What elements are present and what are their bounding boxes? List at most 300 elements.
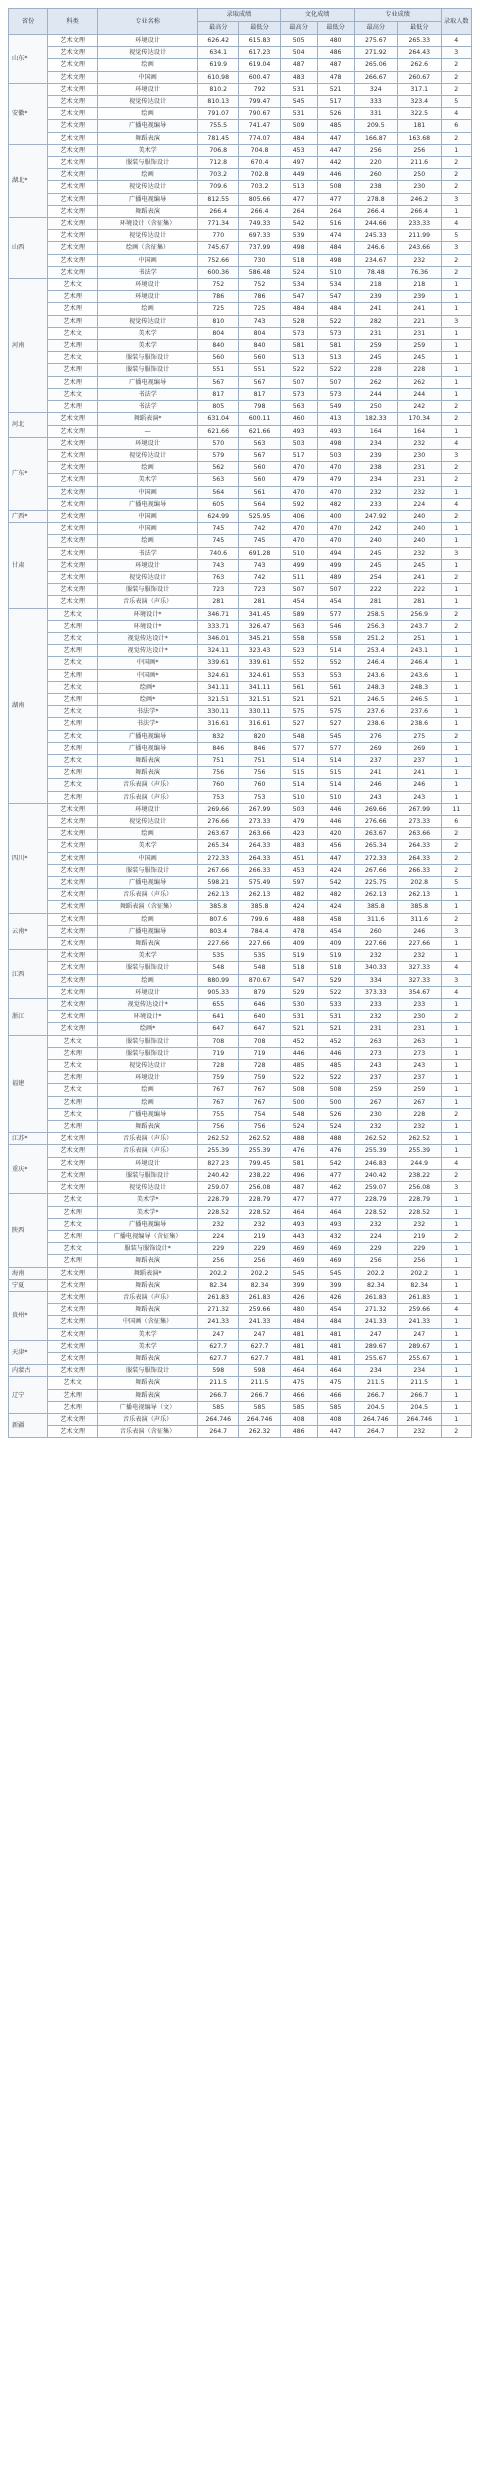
professional-min-cell: 246.2 [398,193,441,205]
professional-max-cell: 233 [354,498,397,510]
category-cell: 艺术文理 [48,999,98,1011]
professional-max-cell: 245 [354,559,397,571]
table-row [9,1133,472,1145]
professional-max-cell: 275.67 [354,35,397,47]
count-cell: 4 [441,986,472,998]
culture-max-cell: 513 [280,352,317,364]
professional-min-cell: 317.1 [398,83,441,95]
culture-min-cell: 481 [317,1328,354,1340]
major-cell: 视觉传达设计 [98,181,198,193]
table-row [9,340,472,352]
table-row [9,169,472,181]
table-row [9,1401,472,1413]
culture-max-cell: 488 [280,1133,317,1145]
culture-min-cell: 432 [317,1230,354,1242]
admission-max-cell: 723 [198,584,239,596]
major-cell: 广播电视编导 [98,1108,198,1120]
count-cell: 1 [441,1316,472,1328]
culture-max-cell: 531 [280,83,317,95]
culture-min-cell: 446 [317,1047,354,1059]
major-cell: 视觉传达设计* [98,632,198,644]
admission-max-cell: 745 [198,523,239,535]
header-max: 最高分 [198,22,239,35]
admission-min-cell: 754 [239,1108,280,1120]
professional-max-cell: 276.66 [354,816,397,828]
category-cell: 艺术理 [48,1072,98,1084]
category-cell: 艺术文理 [48,144,98,156]
count-cell: 1 [441,779,472,791]
professional-min-cell: 263.66 [398,828,441,840]
admission-max-cell: 905.33 [198,986,239,998]
admission-min-cell: 767 [239,1096,280,1108]
professional-min-cell: 237.6 [398,706,441,718]
major-cell: 广播电视编导 [98,498,198,510]
professional-max-cell: 166.87 [354,132,397,144]
professional-max-cell: 231 [354,327,397,339]
table-row [9,632,472,644]
culture-max-cell: 534 [280,279,317,291]
major-cell: 中国画 [98,523,198,535]
admission-max-cell: 333.71 [198,620,239,632]
count-cell: 1 [441,693,472,705]
admission-max-cell: 605 [198,498,239,510]
professional-min-cell: 228.79 [398,1194,441,1206]
culture-max-cell: 424 [280,901,317,913]
table-row [9,950,472,962]
category-cell: 艺术文理 [48,169,98,181]
count-cell: 1 [441,1023,472,1035]
category-cell: 艺术文理 [48,486,98,498]
admission-max-cell: 812.55 [198,193,239,205]
culture-min-cell: 545 [317,730,354,742]
culture-min-cell: 561 [317,681,354,693]
count-cell: 2 [441,1169,472,1181]
professional-min-cell: 244.9 [398,1157,441,1169]
culture-min-cell: 513 [317,352,354,364]
professional-min-cell: 259 [398,340,441,352]
table-row [9,1218,472,1230]
major-cell: 音乐表演（声乐） [98,1145,198,1157]
culture-min-cell: 484 [317,242,354,254]
admission-max-cell: 551 [198,364,239,376]
culture-max-cell: 507 [280,376,317,388]
professional-max-cell: 246 [354,779,397,791]
admission-max-cell: 752.66 [198,254,239,266]
admission-max-cell: 324.61 [198,669,239,681]
culture-min-cell: 482 [317,889,354,901]
culture-max-cell: 464 [280,1206,317,1218]
major-cell: 视觉传达设计 [98,571,198,583]
category-cell: 艺术文理 [48,132,98,144]
admission-min-cell: 551 [239,364,280,376]
header-max: 最高分 [280,22,317,35]
admission-min-cell: 759 [239,1072,280,1084]
professional-min-cell: 267 [398,1096,441,1108]
table-row [9,279,472,291]
admission-max-cell: 770 [198,230,239,242]
category-cell: 艺术文理 [48,242,98,254]
category-cell: 艺术文理 [48,584,98,596]
count-cell: 5 [441,877,472,889]
count-cell: 1 [441,291,472,303]
professional-max-cell: 209.5 [354,120,397,132]
admission-min-cell: 790.67 [239,108,280,120]
major-cell: 环境设计 [98,1072,198,1084]
culture-max-cell: 505 [280,35,317,47]
professional-min-cell: 311.6 [398,913,441,925]
culture-max-cell: 597 [280,877,317,889]
table-row [9,144,472,156]
professional-min-cell: 323.4 [398,96,441,108]
admission-min-cell: 281 [239,596,280,608]
count-cell: 6 [441,816,472,828]
culture-min-cell: 498 [317,437,354,449]
admission-min-cell: 615.83 [239,35,280,47]
professional-max-cell: 247.92 [354,510,397,522]
professional-min-cell: 281 [398,596,441,608]
admission-min-cell: 745 [239,535,280,547]
professional-max-cell: 247 [354,1328,397,1340]
admission-max-cell: 82.34 [198,1279,239,1291]
professional-max-cell: 271.92 [354,47,397,59]
culture-max-cell: 488 [280,913,317,925]
count-cell: 1 [441,1194,472,1206]
count-cell: 11 [441,803,472,815]
admission-min-cell: 804 [239,327,280,339]
count-cell: 2 [441,828,472,840]
admission-min-cell: 704.8 [239,144,280,156]
admission-max-cell: 232 [198,1218,239,1230]
admission-max-cell: 619.9 [198,59,239,71]
major-cell: 服装与服饰设计 [98,364,198,376]
professional-min-cell: 262.52 [398,1133,441,1145]
admission-max-cell: 767 [198,1084,239,1096]
culture-min-cell: 542 [317,1157,354,1169]
culture-min-cell: 552 [317,657,354,669]
culture-min-cell: 508 [317,181,354,193]
admission-min-cell: 564 [239,498,280,510]
culture-max-cell: 503 [280,437,317,449]
category-cell: 艺术文 [48,1084,98,1096]
professional-max-cell: 234 [354,1365,397,1377]
admission-max-cell: 755.5 [198,120,239,132]
admission-min-cell: 321.51 [239,693,280,705]
professional-min-cell: 241 [398,767,441,779]
category-cell: 艺术文理 [48,571,98,583]
admission-min-cell: 617.23 [239,47,280,59]
table-row [9,1255,472,1267]
professional-max-cell: 256.3 [354,620,397,632]
professional-min-cell: 255.67 [398,1352,441,1364]
major-cell: 视觉传达设计 [98,230,198,242]
major-cell: 舞蹈表演 [98,1279,198,1291]
professional-max-cell: 244.66 [354,218,397,230]
count-cell: 1 [441,645,472,657]
culture-min-cell: 446 [317,816,354,828]
professional-max-cell: 240.42 [354,1169,397,1181]
professional-min-cell: 233.33 [398,218,441,230]
category-cell: 艺术文 [48,657,98,669]
culture-min-cell: 464 [317,1206,354,1218]
culture-min-cell: 477 [317,1169,354,1181]
admission-max-cell: 261.83 [198,1291,239,1303]
category-cell: 艺术文理 [48,59,98,71]
admission-min-cell: 273.33 [239,816,280,828]
admission-max-cell: 564 [198,486,239,498]
professional-min-cell: 275 [398,730,441,742]
category-cell: 艺术理 [48,718,98,730]
category-cell: 艺术文理 [48,193,98,205]
culture-min-cell: 447 [317,132,354,144]
admission-max-cell: 211.5 [198,1377,239,1389]
category-cell: 艺术文 [48,730,98,742]
major-cell: 舞蹈表演* [98,1267,198,1279]
count-cell: 2 [441,840,472,852]
table-row [9,852,472,864]
culture-max-cell: 504 [280,47,317,59]
category-cell: 艺术文 [48,1377,98,1389]
admission-max-cell: 269.66 [198,803,239,815]
professional-min-cell: 234 [398,1365,441,1377]
culture-min-cell: 469 [317,1243,354,1255]
culture-min-cell: 474 [317,230,354,242]
culture-min-cell: 454 [317,1304,354,1316]
professional-min-cell: 243 [398,791,441,803]
count-cell: 1 [441,1047,472,1059]
culture-min-cell: 446 [317,803,354,815]
professional-min-cell: 250 [398,169,441,181]
province-cell: 云南* [9,913,48,950]
table-row [9,901,472,913]
culture-min-cell: 479 [317,474,354,486]
major-cell: 环境设计* [98,620,198,632]
culture-max-cell: 460 [280,413,317,425]
admission-min-cell: 719 [239,1047,280,1059]
professional-max-cell: 256 [354,144,397,156]
culture-min-cell: 531 [317,1011,354,1023]
culture-min-cell: 470 [317,535,354,547]
major-cell: 美术学 [98,840,198,852]
professional-min-cell: 243 [398,1060,441,1072]
admission-min-cell: 264.746 [239,1413,280,1425]
admission-min-cell: 560 [239,462,280,474]
table-row [9,986,472,998]
province-cell: 湖北* [9,144,48,217]
major-cell: 环境设计* [98,608,198,620]
culture-max-cell: 521 [280,693,317,705]
professional-max-cell: 204.5 [354,1401,397,1413]
count-cell: 2 [441,169,472,181]
province-cell: 广西* [9,510,48,522]
category-cell: 艺术文理 [48,35,98,47]
admission-max-cell: 263.67 [198,828,239,840]
professional-max-cell: 246.5 [354,693,397,705]
professional-max-cell: 234 [354,474,397,486]
province-cell: 山西 [9,218,48,279]
culture-min-cell: 526 [317,108,354,120]
culture-min-cell: 489 [317,571,354,583]
major-cell: 美术学 [98,1340,198,1352]
admission-max-cell: 708 [198,1035,239,1047]
count-cell: 1 [441,950,472,962]
category-cell: 艺术文理 [48,840,98,852]
culture-min-cell: 454 [317,596,354,608]
culture-min-cell: 481 [317,1340,354,1352]
category-cell: 艺术文 [48,608,98,620]
major-cell: 环境设计 [98,437,198,449]
culture-min-cell: 514 [317,779,354,791]
major-cell: 视觉传达设计 [98,315,198,327]
culture-max-cell: 449 [280,169,317,181]
professional-max-cell: 276 [354,730,397,742]
admission-min-cell: 697.33 [239,230,280,242]
table-row [9,1084,472,1096]
professional-min-cell: 231 [398,474,441,486]
count-cell: 2 [441,59,472,71]
professional-min-cell: 260.67 [398,71,441,83]
professional-min-cell: 243.6 [398,669,441,681]
major-cell: 绘画（含征集） [98,242,198,254]
admission-max-cell: 703.2 [198,169,239,181]
category-cell: 艺术文理 [48,1011,98,1023]
culture-min-cell: 462 [317,1182,354,1194]
admission-max-cell: 763 [198,571,239,583]
professional-min-cell: 247 [398,1328,441,1340]
admission-max-cell: 276.66 [198,816,239,828]
count-cell: 1 [441,205,472,217]
category-cell: 艺术文理 [48,47,98,59]
professional-min-cell: 264.33 [398,852,441,864]
professional-min-cell: 218 [398,279,441,291]
table-row [9,230,472,242]
category-cell: 艺术理 [48,340,98,352]
table-row [9,803,472,815]
professional-max-cell: 230 [354,1108,397,1120]
admission-min-cell: 339.61 [239,657,280,669]
category-cell: 艺术理 [48,669,98,681]
count-cell: 1 [441,364,472,376]
table-row [9,425,472,437]
major-cell: 音乐表演（声乐） [98,889,198,901]
table-body [9,35,472,1438]
culture-max-cell: 493 [280,1218,317,1230]
professional-max-cell: 340.33 [354,962,397,974]
table-row [9,327,472,339]
culture-max-cell: 499 [280,559,317,571]
admission-max-cell: 266.4 [198,205,239,217]
major-cell: 书法学 [98,266,198,278]
table-row [9,535,472,547]
category-cell: 艺术文理 [48,523,98,535]
category-cell: 艺术理 [48,401,98,413]
category-cell: 艺术文理 [48,1291,98,1303]
professional-max-cell: 259 [354,340,397,352]
admission-min-cell: 567 [239,449,280,461]
category-cell: 艺术文理 [48,1426,98,1438]
major-cell: 中国画（含征集） [98,1316,198,1328]
category-cell: 艺术理 [48,315,98,327]
admission-max-cell: 265.34 [198,840,239,852]
admission-min-cell: 621.66 [239,425,280,437]
culture-max-cell: 503 [280,803,317,815]
professional-max-cell: 232 [354,1011,397,1023]
admission-max-cell: 771.34 [198,218,239,230]
province-cell: 四川* [9,803,48,913]
category-cell: 艺术文理 [48,1267,98,1279]
table-row [9,1426,472,1438]
admission-min-cell: 817 [239,388,280,400]
culture-max-cell: 524 [280,266,317,278]
category-cell: 艺术文理 [48,1328,98,1340]
count-cell: 1 [441,681,472,693]
culture-max-cell: 500 [280,1096,317,1108]
culture-max-cell: 573 [280,388,317,400]
culture-max-cell: 577 [280,742,317,754]
major-cell: 视觉传达设计 [98,47,198,59]
table-row [9,218,472,230]
count-cell: 1 [441,1121,472,1133]
category-cell: 艺术文理 [48,1279,98,1291]
major-cell: 视觉传达设计* [98,999,198,1011]
admission-max-cell: 330.11 [198,706,239,718]
table-row [9,1377,472,1389]
professional-max-cell: 266.7 [354,1389,397,1401]
culture-max-cell: 498 [280,242,317,254]
professional-max-cell: 253.4 [354,645,397,657]
header-category: 科类 [48,9,98,35]
count-cell: 1 [441,754,472,766]
admission-min-cell: 753 [239,791,280,803]
admission-max-cell: 262.13 [198,889,239,901]
professional-max-cell: 231 [354,1023,397,1035]
count-cell: 1 [441,1328,472,1340]
category-cell: 艺术文理 [48,425,98,437]
admission-min-cell: 670.4 [239,157,280,169]
culture-min-cell: 526 [317,1108,354,1120]
table-row [9,523,472,535]
category-cell: 艺术文理 [48,1340,98,1352]
culture-max-cell: 552 [280,657,317,669]
major-cell: 服装与服饰设计 [98,962,198,974]
admission-max-cell: 570 [198,437,239,449]
table-row [9,571,472,583]
major-cell: 广播电视编导 [98,877,198,889]
table-row [9,364,472,376]
admission-max-cell: 271.32 [198,1304,239,1316]
admission-max-cell: 600.36 [198,266,239,278]
professional-min-cell: 246.4 [398,657,441,669]
culture-max-cell: 493 [280,425,317,437]
table-row [9,706,472,718]
table-row [9,1243,472,1255]
count-cell: 2 [441,413,472,425]
table-row [9,120,472,132]
count-cell: 1 [441,584,472,596]
admission-max-cell: 760 [198,779,239,791]
count-cell: 1 [441,425,472,437]
professional-max-cell: 225.75 [354,877,397,889]
professional-max-cell: 227.66 [354,938,397,950]
culture-min-cell: 533 [317,999,354,1011]
culture-min-cell: 413 [317,413,354,425]
province-cell: 贵州* [9,1291,48,1340]
culture-min-cell: 493 [317,1218,354,1230]
major-cell: 服装与服饰设计 [98,1047,198,1059]
culture-max-cell: 483 [280,840,317,852]
admission-max-cell: 805 [198,401,239,413]
table-row [9,999,472,1011]
admission-max-cell: 712.8 [198,157,239,169]
